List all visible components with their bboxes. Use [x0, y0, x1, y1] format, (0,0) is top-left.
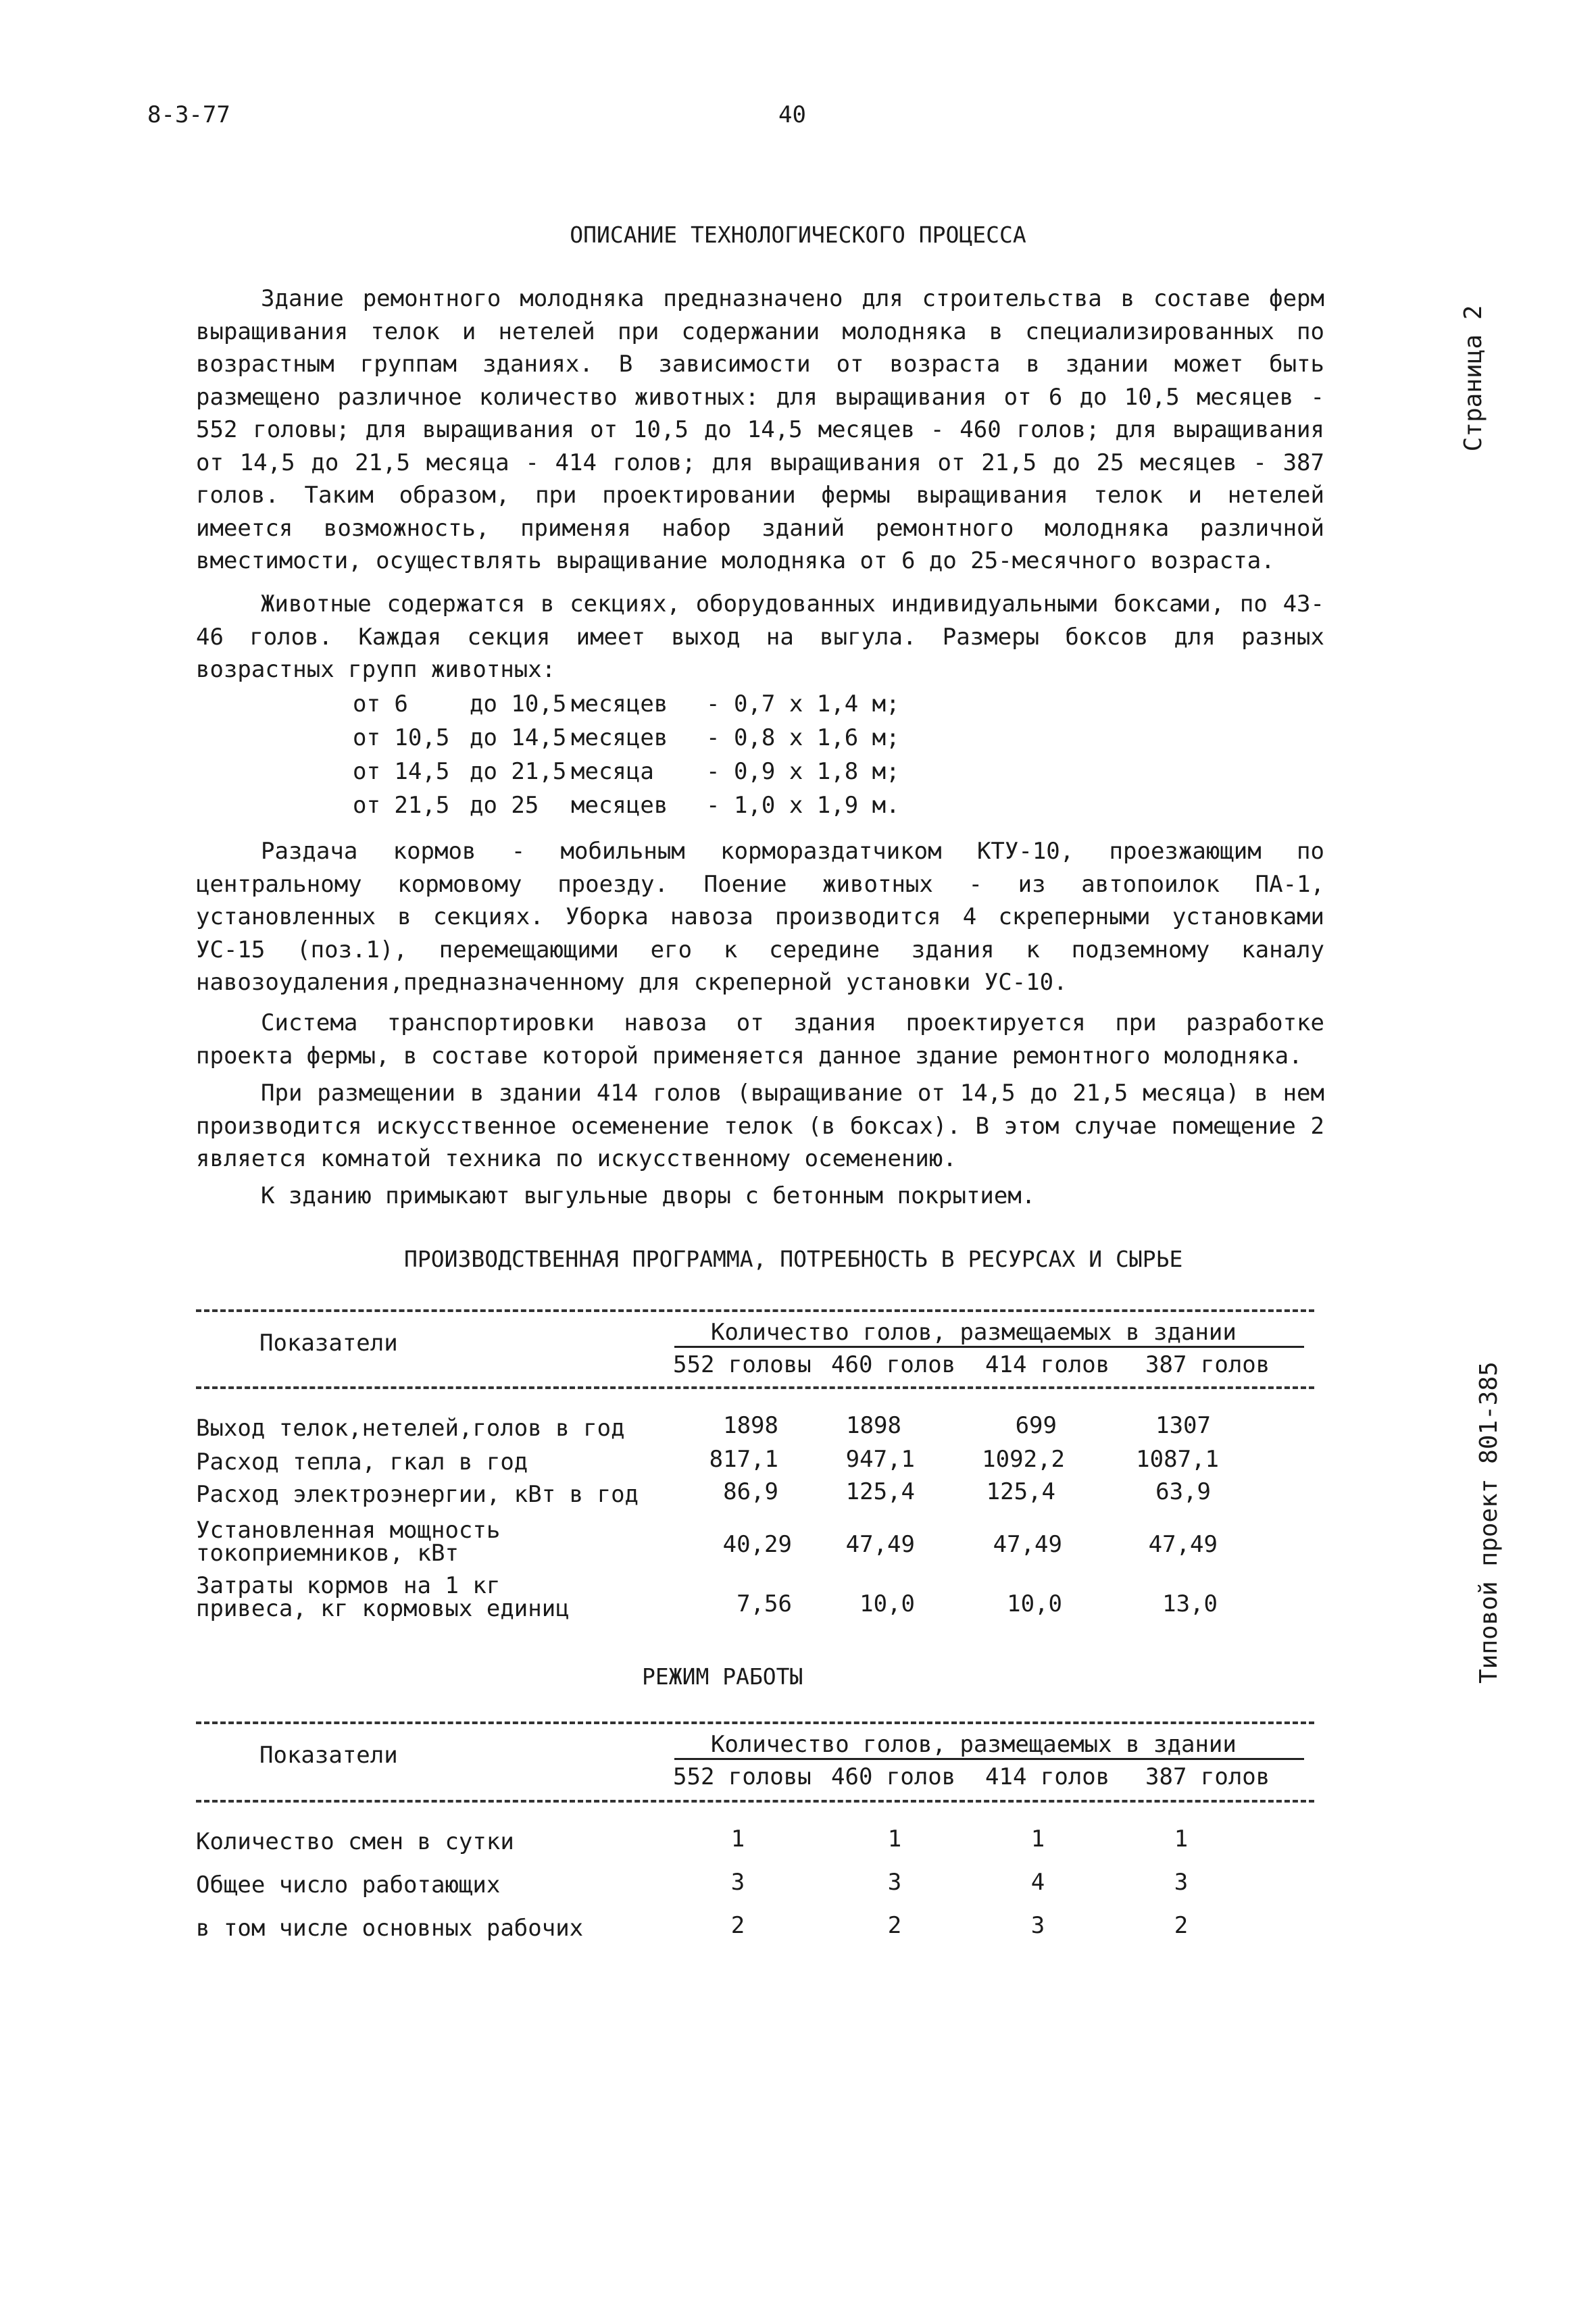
document-code: 8-3-77: [147, 101, 230, 128]
page-number: 40: [778, 101, 806, 128]
column-header: 414 голов: [985, 1763, 1110, 1790]
column-header: 387 голов: [1145, 1763, 1270, 1790]
program-table-title: ПРОИЗВОДСТВЕННАЯ ПРОГРАММА, ПОТРЕБНОСТЬ В РЕСУРСАХ И СЫРЬЕ: [404, 1246, 1183, 1272]
side-project-label: Типовой проект 801-385: [1475, 1361, 1503, 1684]
column-header: 460 голов: [831, 1763, 956, 1790]
table-top-rule: [196, 1721, 1314, 1724]
indicator-header: Показатели: [259, 1742, 398, 1769]
table-header-rule: [196, 1800, 1314, 1803]
mode-table-title: РЕЖИМ РАБОТЫ: [642, 1663, 803, 1690]
column-header: 460 голов: [831, 1351, 956, 1378]
section-title: ОПИСАНИЕ ТЕХНОЛОГИЧЕСКОГО ПРОЦЕССА: [570, 222, 1026, 248]
table-header-rule: [196, 1386, 1314, 1389]
paragraph-feeding: Раздача кормов - мобильным кормораздатчиком КТУ-10, проезжающим по центральному кормовому проезду. Поение животных - из автопоилок ПА-1, установленных в секциях. Уборка навоза производится 4 скреперными установками УС-15 (поз.1), перемещающими его к середине здания к подземному каналу навозоудаления,предназначенному для скреперной установки УС-10.: [196, 838, 1324, 996]
column-header: 387 голов: [1145, 1351, 1270, 1378]
table-top-rule: [196, 1309, 1314, 1312]
paragraph-insemination: При размещении в здании 414 голов (выращивание от 14,5 до 21,5 месяца) в нем производится искусственное осеменение телок (в боксах). В этом случае помещение 2 является комнатой техника по искусственному осеменению.: [196, 1080, 1324, 1172]
column-header: 414 голов: [985, 1351, 1110, 1378]
column-header: 552 головы: [673, 1351, 812, 1378]
group-header: Количество голов, размещаемых в здании: [711, 1731, 1237, 1758]
paragraph-manure-system: Система транспортировки навоза от здания проектируется при разработке проекта фермы, в составе которой применяется данное здание ремонтного молодняка.: [196, 1009, 1324, 1070]
group-header-underline: [674, 1758, 1304, 1760]
group-header: Количество голов, размещаемых в здании: [711, 1319, 1237, 1346]
paragraph-yards: К зданию примыкают выгульные дворы с бетонным покрытием.: [261, 1182, 1036, 1209]
side-page-label: Страница 2: [1460, 305, 1487, 452]
group-header-underline: [674, 1346, 1304, 1348]
paragraph-purpose: Здание ремонтного молодняка предназначено для строительства в составе ферм выращивания телок и нетелей при содержании молодняка в специализированных по возрастным группам зданиях. В зависимости от возраста в здании может быть размещено различное количество животных: для выращивания от 6 до 10,5 месяцев - 552 головы; для выращивания от 10,5 до 14,5 месяцев - 460 голов; для выращивания от 14,5 до 21,5 месяца - 414 голов; для выращивания от 21,5 до 25 месяцев - 387 голов. Таким образом, при проектировании фермы выращивания телок и нетелей имеется возможность, применяя набор зданий ремонтного молодняка различной вместимости, осуществлять выращивание молодняка от 6 до 25-месячного возраста.: [196, 285, 1324, 574]
column-header: 552 головы: [673, 1763, 812, 1790]
indicator-header: Показатели: [259, 1330, 398, 1357]
paragraph-sections: Животные содержатся в секциях, оборудованных индивидуальными боксами, по 43-46 голов. Каждая секция имеет выход на выгула. Размеры боксов для разных возрастных групп животных:: [196, 590, 1324, 683]
